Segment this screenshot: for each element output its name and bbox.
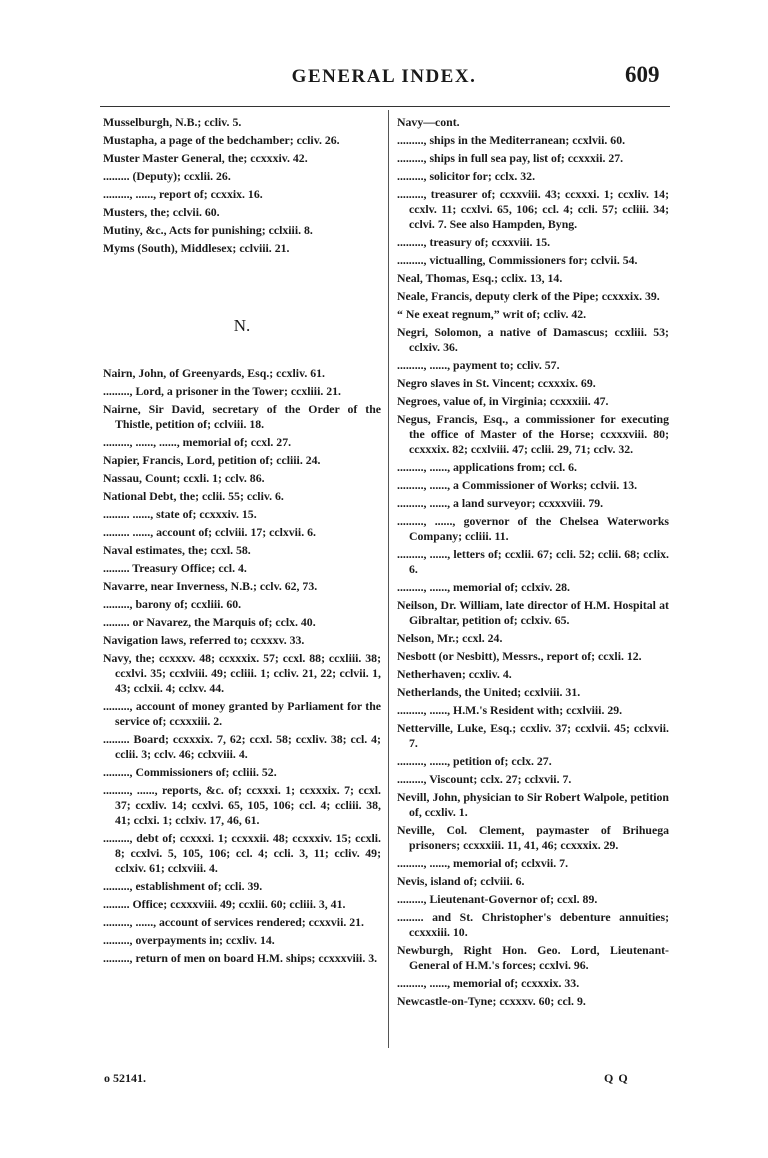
index-entry: ......... Office; ccxxxviii. 49; ccxlii. 60; ccliii. 3, 41. [103,897,346,911]
index-entry: Neilson, Dr. William, late director of H.M. Hospital at Gibraltar, petition of; cclxiv. 65. [397,598,669,627]
index-entry: ........., ......, reports, &c. of; ccxxxi. 1; ccxxxix. 7; ccxl. 37; ccxliv. 14; ccxlvi. 65, 105, 106; ccl. 4; ccliii. 38, 41; cclxi. 1; cclxiv. 17, 46, 61. [103,783,381,827]
entries-after-section [103,366,381,966]
index-entry: Navy—cont. [397,115,460,129]
index-entry: ........., barony of; ccxliii. 60. [103,597,242,611]
index-entry: Musselburgh, N.B.; ccliv. 5. [103,115,242,129]
index-entry: Negus, Francis, Esq., a commissioner for executing the office of Master of the Horse; ccxxxviii. 80; ccxxxix. 82; ccxlviii. 47; cclii. 29, 71; cclv. 32. [397,412,669,456]
index-entry: ........., return of men on board H.M. ships; ccxxxviii. 3. [103,951,378,965]
index-entry: Nairn, John, of Greenyards, Esq.; ccxliv. 61. [103,366,325,380]
page-header-title: GENERAL INDEX. [291,66,477,87]
index-entry: Muster Master General, the; ccxxxiv. 42. [103,151,308,165]
footer-gathering-mark: Q Q [604,1071,629,1085]
index-entry: Napier, Francis, Lord, petition of; ccliii. 24. [103,453,321,467]
index-entry: Netherhaven; ccxliv. 4. [397,667,512,681]
index-entry: Nevis, island of; cclviii. 6. [397,874,525,888]
index-entry: Negri, Solomon, a native of Damascus; ccxliii. 53; cclxiv. 36. [397,325,669,354]
index-entry: ........., ......, memorial of; ccxxxix. 33. [397,976,580,990]
index-entry: ........., ships in the Mediterranean; ccxlvii. 60. [397,133,626,147]
index-entry: ........., treasurer of; ccxxviii. 43; ccxxxi. 1; ccxliv. 14; ccxlv. 11; ccxlvi. 65, 106; ccl. 4; ccli. 57; ccliii. 34; cclvi. 7. See also Hampden, Byng. [397,187,669,231]
page-number: 609 [625,62,660,87]
index-entry: ........., ......, a Commissioner of Works; cclvii. 13. [397,478,638,492]
index-entry: Nesbott (or Nesbitt), Messrs., report of; ccxli. 12. [397,649,642,663]
index-entry: Netterville, Luke, Esq.; ccxliv. 37; ccxlvii. 45; cclxvii. 7. [397,721,669,750]
index-entry: ........., account of money granted by Parliament for the service of; ccxxxiii. 2. [103,699,381,728]
footer-signature-mark: o 52141. [104,1071,146,1085]
index-entry: ......... ......, state of; ccxxxiv. 15. [103,507,257,521]
index-entry: ........., ......, report of; ccxxix. 16. [103,187,263,201]
index-entry: Naval estimates, the; ccxl. 58. [103,543,251,557]
index-entry: Newcastle-on-Tyne; ccxxxv. 60; ccl. 9. [397,994,586,1008]
index-entry: ......... Board; ccxxxix. 7, 62; ccxl. 58; ccxliv. 38; ccl. 4; cclii. 3; cclv. 46; cclxviii. 4. [103,732,381,761]
index-entry: ......... ......, account of; cclviii. 17; cclxvii. 6. [103,525,316,539]
index-column-right [397,115,669,1012]
index-entry: Neal, Thomas, Esq.; cclix. 13, 14. [397,271,563,285]
index-entry: ........., ......, payment to; ccliv. 57. [397,358,560,372]
header-rule [100,106,670,107]
index-entry: Neale, Francis, deputy clerk of the Pipe; ccxxxix. 39. [397,289,660,303]
index-entry: ........., Lieutenant-Governor of; ccxl. 89. [397,892,598,906]
index-entry: Negroes, value of, in Virginia; ccxxxiii. 47. [397,394,609,408]
index-entry: ......... and St. Christopher's debenture annuities; ccxxxiii. 10. [397,910,669,939]
index-entry: ........., Commissioners of; ccliii. 52. [103,765,277,779]
index-entry: ......... (Deputy); ccxlii. 26. [103,169,231,183]
index-entry: ........., ......, petition of; cclx. 27. [397,754,552,768]
index-column-left [103,115,381,969]
index-entry: Mustapha, a page of the bedchamber; ccliv. 26. [103,133,340,147]
index-entry: National Debt, the; cclii. 55; ccliv. 6. [103,489,284,503]
index-entry: ........., ......, account of services rendered; ccxxvii. 21. [103,915,365,929]
index-entry: Musters, the; cclvii. 60. [103,205,220,219]
index-entry: ........., treasury of; ccxxviii. 15. [397,235,551,249]
index-entry: Newburgh, Right Hon. Geo. Lord, Lieutenant-General of H.M.'s forces; ccxlvi. 96. [397,943,669,972]
index-entry: Nelson, Mr.; ccxl. 24. [397,631,503,645]
index-entry: ........., Lord, a prisoner in the Tower; ccxliii. 21. [103,384,342,398]
index-entry: ........., establishment of; ccli. 39. [103,879,263,893]
index-entry: ........., Viscount; cclx. 27; cclxvii. 7. [397,772,572,786]
index-entry: ........., overpayments in; ccxliv. 14. [103,933,275,947]
index-entry: ........., ......, a land surveyor; ccxxxviii. 79. [397,496,604,510]
index-entry: Nassau, Count; ccxli. 1; cclv. 86. [103,471,265,485]
index-entry: ........., victualling, Commissioners for; cclvii. 54. [397,253,638,267]
index-entry: ........., ......, governor of the Chelsea Waterworks Company; ccliii. 11. [397,514,669,543]
index-entry: Nairne, Sir David, secretary of the Order of the Thistle, petition of; cclviii. 18. [103,402,381,431]
index-entry: ........., ......, letters of; ccxlii. 67; ccli. 52; cclii. 68; cclix. 6. [397,547,669,576]
index-entry: Myms (South), Middlesex; cclviii. 21. [103,241,290,255]
index-entry: Negro slaves in St. Vincent; ccxxxix. 69. [397,376,596,390]
index-entry: ........., ships in full sea pay, list of; ccxxxii. 27. [397,151,624,165]
index-entry: Navarre, near Inverness, N.B.; cclv. 62, 73. [103,579,318,593]
index-entry: “ Ne exeat regnum,” writ of; ccliv. 42. [397,307,587,321]
section-letter: N. [233,316,251,335]
entries-before-section [103,115,381,256]
index-entry: ........., ......, memorial of; cclxiv. 28. [397,580,570,594]
column-divider [388,110,389,1048]
index-entry: ........., solicitor for; cclx. 32. [397,169,536,183]
index-entry: Navigation laws, referred to; ccxxxv. 33. [103,633,305,647]
index-entry: ........., ......, memorial of; cclxvii. 7. [397,856,569,870]
index-entry: ......... Treasury Office; ccl. 4. [103,561,247,575]
index-entry: ......... or Navarez, the Marquis of; cclx. 40. [103,615,316,629]
index-entry: Navy, the; ccxxxv. 48; ccxxxix. 57; ccxl. 88; ccxliii. 38; ccxlvi. 35; ccxlviii. 49; ccliii. 1; ccliv. 21, 22; cclvii. 1, 43; cclxii. 4; cclxv. 44. [103,651,381,695]
index-entry: ........., ......, ......, memorial of; ccxl. 27. [103,435,292,449]
index-entry: ........., debt of; ccxxxi. 1; ccxxxii. 48; ccxxxiv. 15; ccxli. 8; ccxlvi. 5, 105, 106; ccl. 4; ccli. 3, 11; ccliv. 49; cclxiv. 61; cclxviii. 4. [103,831,381,875]
index-entry: Neville, Col. Clement, paymaster of Brihuega prisoners; ccxxxiii. 11, 41, 46; ccxxxix. 29. [397,823,669,852]
index-entry: Netherlands, the United; ccxlviii. 31. [397,685,581,699]
index-entry: Nevill, John, physician to Sir Robert Walpole, petition of, ccxliv. 1. [397,790,669,819]
index-entry: ........., ......, H.M.'s Resident with; ccxlviii. 29. [397,703,623,717]
index-entry: ........., ......, applications from; ccl. 6. [397,460,578,474]
index-entry: Mutiny, &c., Acts for punishing; cclxiii. 8. [103,223,313,237]
